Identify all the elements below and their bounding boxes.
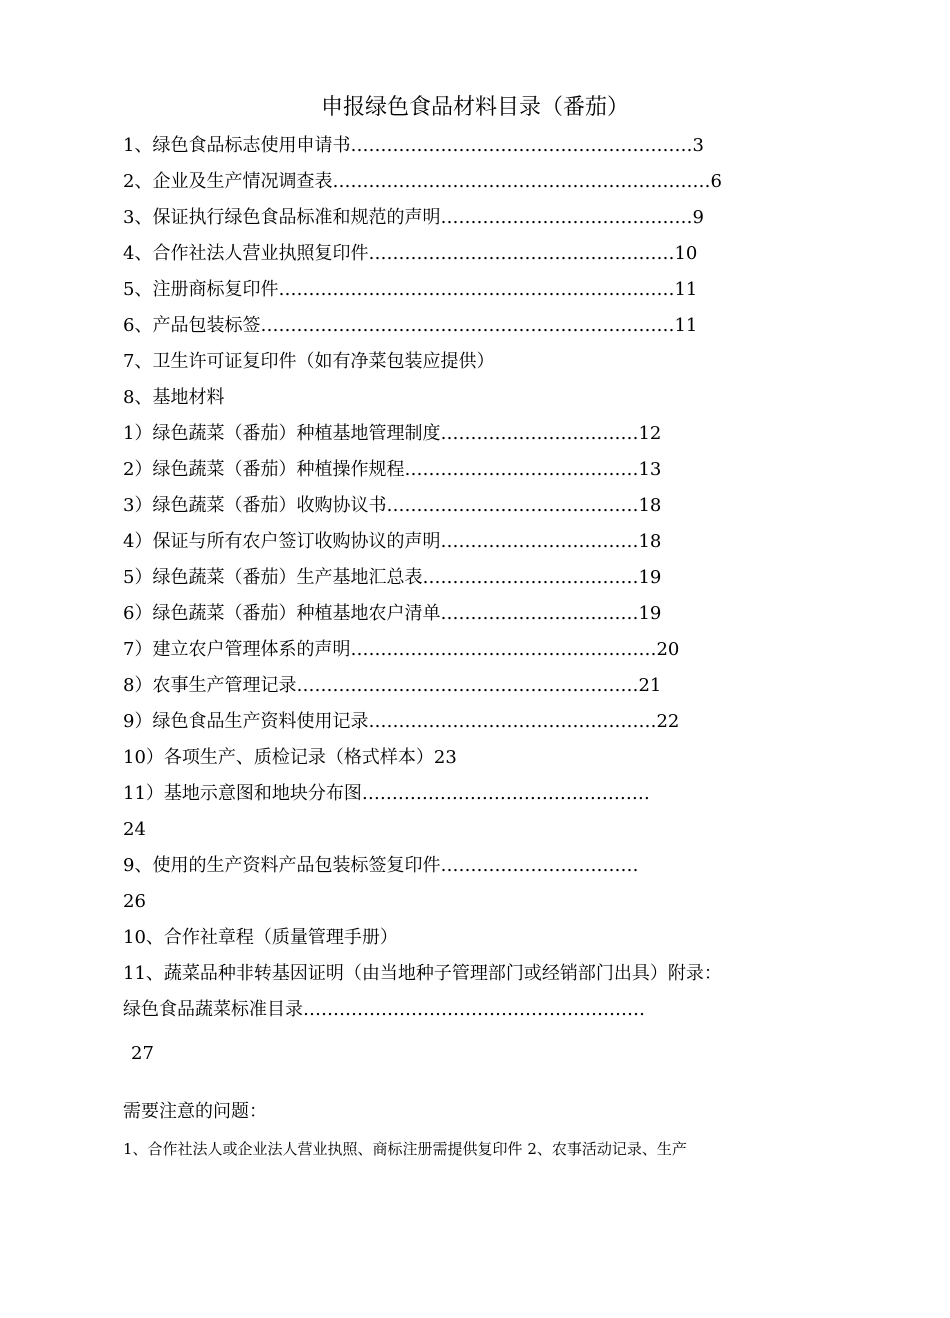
toc-subentry: 7）建立农户管理体系的声明……………………………………………20 bbox=[123, 639, 680, 660]
toc-entry: 3、保证执行绿色食品标准和规范的声明……………………………………9 bbox=[123, 207, 704, 228]
toc-subentry: 11）基地示意图和地块分布图………………………………………… bbox=[123, 783, 650, 804]
toc-entry: 8、基地材料 bbox=[123, 387, 225, 408]
toc-entry: 1、绿色食品标志使用申请书…………………………………………………3 bbox=[123, 135, 704, 156]
table-of-contents bbox=[123, 128, 843, 1072]
toc-entry: 4、合作社法人营业执照复印件……………………………………………10 bbox=[123, 243, 698, 264]
document-title: 申报绿色食品材料目录（番茄） bbox=[320, 95, 629, 120]
toc-subentry: 6）绿色蔬菜（番茄）种植基地农户清单……………………………19 bbox=[123, 603, 662, 624]
toc-subentry: 4）保证与所有农户签订收购协议的声明……………………………18 bbox=[123, 531, 662, 552]
toc-page-number: 27 bbox=[131, 1043, 154, 1064]
toc-entry: 5、注册商标复印件…………………………………………………………11 bbox=[123, 279, 698, 300]
toc-entry: 9、使用的生产资料产品包装标签复印件…………………………… bbox=[123, 855, 639, 876]
toc-subentry: 5）绿色蔬菜（番茄）生产基地汇总表………………………………19 bbox=[123, 567, 662, 588]
notes-text: 1、合作社法人或企业法人营业执照、商标注册需提供复印件 2、农事活动记录、生产 bbox=[123, 1140, 687, 1158]
toc-subentry: 1）绿色蔬菜（番茄）种植基地管理制度……………………………12 bbox=[123, 423, 662, 444]
toc-entry: 7、卫生许可证复印件（如有净菜包装应提供） bbox=[123, 351, 495, 372]
toc-entry: 11、蔬菜品种非转基因证明（由当地种子管理部门或经销部门出具）附录： bbox=[123, 963, 722, 984]
toc-subentry: 8）农事生产管理记录…………………………………………………21 bbox=[123, 675, 662, 696]
toc-page-number: 26 bbox=[123, 891, 146, 912]
toc-subentry: 9）绿色食品生产资料使用记录…………………………………………22 bbox=[123, 711, 680, 732]
toc-subentry: 10）各项生产、质检记录（格式样本）23 bbox=[123, 747, 457, 768]
toc-entry: 2、企业及生产情况调查表………………………………………………………6 bbox=[123, 171, 722, 192]
notes-heading: 需要注意的问题： bbox=[123, 1101, 267, 1122]
toc-page-number: 24 bbox=[123, 819, 146, 840]
toc-entry: 10、合作社章程（质量管理手册） bbox=[123, 927, 398, 948]
toc-subentry: 3）绿色蔬菜（番茄）收购协议书……………………………………18 bbox=[123, 495, 662, 516]
toc-entry: 6、产品包装标签……………………………………………………………11 bbox=[123, 315, 698, 336]
notes-section bbox=[123, 1094, 843, 1164]
toc-entry: 绿色食品蔬菜标准目录………………………………………………… bbox=[123, 999, 645, 1020]
toc-subentry: 2）绿色蔬菜（番茄）种植操作规程…………………………………13 bbox=[123, 459, 662, 480]
